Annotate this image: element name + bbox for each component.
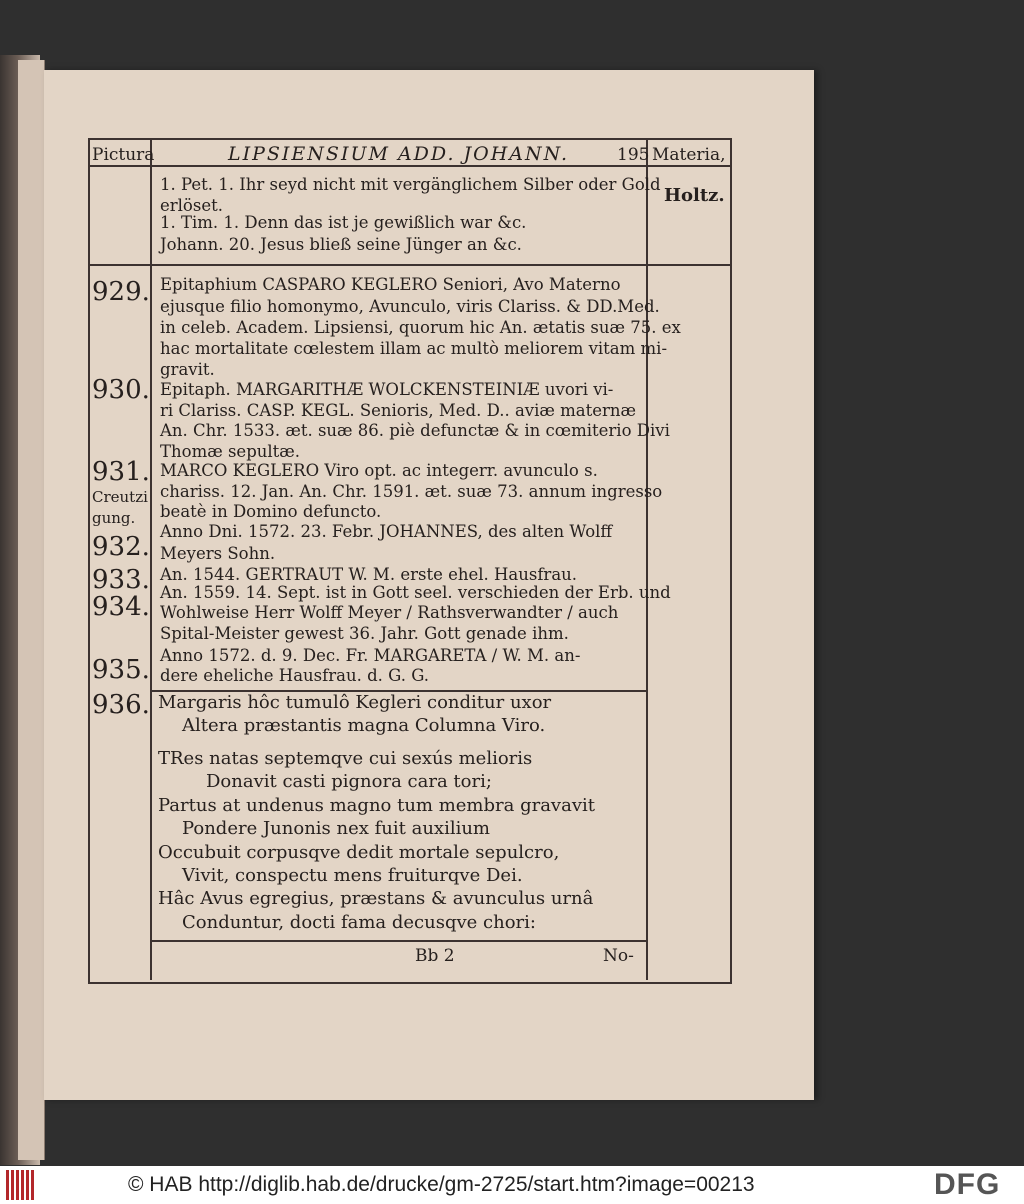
intro-line: erlöset. (160, 196, 223, 215)
margin-gloss: Creutzi (92, 488, 148, 506)
entry-line: Epitaphium CASPARO KEGLERO Seniori, Avo Materno (160, 275, 621, 294)
entry-number: 935. (92, 655, 150, 685)
entry-number: 933. (92, 565, 150, 595)
entry-line: beatè in Domino defuncto. (160, 502, 382, 521)
running-title: LIPSIENSIUM ADD. JOHANN. (228, 143, 570, 165)
side-material: Holtz. (664, 185, 725, 206)
entry-line: Spital-Meister gewest 36. Jahr. Gott genade ihm. (160, 624, 569, 643)
poem-line: Occubuit corpusqve dedit mortale sepulcro, (158, 842, 560, 863)
entry-number: 930. (92, 375, 150, 405)
previous-page-edge (18, 60, 45, 1160)
entry-line: ejusque filio homonymo, Avunculo, viris Clariss. & DD.Med. (160, 297, 660, 316)
poem-line: TRes natas septemqve cui sexús melioris (158, 748, 533, 769)
intro-line: Johann. 20. Jesus bließ seine Jünger an &c. (160, 235, 522, 254)
entry-number: 931. (92, 457, 150, 487)
entry-line: hac mortalitate cœlestem illam ac multò meliorem vitam mi- (160, 339, 668, 358)
entry-line: chariss. 12. Jan. An. Chr. 1591. æt. suæ 73. annum ingresso (160, 482, 663, 501)
entry-line: Wohlweise Herr Wolff Meyer / Rathsverwandter / auch (160, 603, 619, 622)
footer-rule (150, 940, 646, 942)
intro-line: 1. Tim. 1. Denn das ist je gewißlich war &c. (160, 213, 527, 232)
signature-mark: Bb 2 (415, 946, 455, 966)
entry-number: 932. (92, 532, 150, 562)
source-link[interactable]: © HAB http://diglib.hab.de/drucke/gm-2725/start.htm?image=00213 (128, 1173, 755, 1196)
poem-line: Margaris hôc tumulô Kegleri conditur uxor (158, 692, 552, 713)
entry-line: An. Chr. 1533. æt. suæ 86. piè defunctæ & in cœmiterio Divi (160, 421, 670, 440)
entry-line: An. 1544. GERTRAUT W. M. erste ehel. Hausfrau. (160, 565, 578, 584)
entry-line: gravit. (160, 360, 215, 379)
header-rule (88, 165, 730, 167)
entry-line: Meyers Sohn. (160, 544, 276, 563)
poem-line: Pondere Junonis nex fuit auxilium (182, 818, 491, 839)
intro-rule (88, 264, 730, 266)
entry-number: 929. (92, 277, 150, 307)
poem-line: Vivit, conspectu mens fruiturqve Dei. (182, 865, 523, 886)
entry-line: dere eheliche Hausfrau. d. G. G. (160, 666, 430, 685)
poem-line: Hâc Avus egregius, præstans & avunculus urnâ (158, 888, 594, 909)
catchword: No- (603, 946, 634, 966)
margin-gloss: gung. (92, 509, 136, 527)
entry-line: Anno 1572. d. 9. Dec. Fr. MARGARETA / W. M. an- (160, 646, 581, 665)
poem-line: Altera præstantis magna Columna Viro. (182, 715, 546, 736)
poem-line: Conduntur, docti fama decusqve chori: (182, 912, 536, 933)
poem-line: Partus at undenus magno tum membra gravavit (158, 795, 595, 816)
dfg-logo: DFG (934, 1168, 1001, 1201)
header-right: Materia, (652, 145, 726, 165)
entry-line: in celeb. Academ. Lipsiensi, quorum hic An. ætatis suæ 75. ex (160, 318, 681, 337)
entry-line: Thomæ sepultæ. (160, 442, 301, 461)
entry-line: Anno Dni. 1572. 23. Febr. JOHANNES, des alten Wolff (160, 522, 613, 541)
entry-line: MARCO KEGLERO Viro opt. ac integerr. avunculo s. (160, 461, 598, 480)
hab-logo-icon (6, 1170, 46, 1200)
entry-line: An. 1559. 14. Sept. ist in Gott seel. verschieden der Erb. und (160, 583, 671, 602)
entry-number: 936. (92, 690, 150, 720)
intro-line: 1. Pet. 1. Ihr seyd nicht mit vergänglichem Silber oder Gold (160, 175, 661, 194)
page-number: 195 (617, 145, 650, 165)
entry-number: 934. (92, 592, 150, 622)
poem-line: Donavit casti pignora cara tori; (206, 771, 492, 792)
header-left: Pictura (92, 145, 155, 165)
entry-line: ri Clariss. CASP. KEGL. Senioris, Med. D.. aviæ maternæ (160, 401, 637, 420)
entry-line: Epitaph. MARGARITHÆ WOLCKENSTEINIÆ uvori vi- (160, 380, 614, 399)
